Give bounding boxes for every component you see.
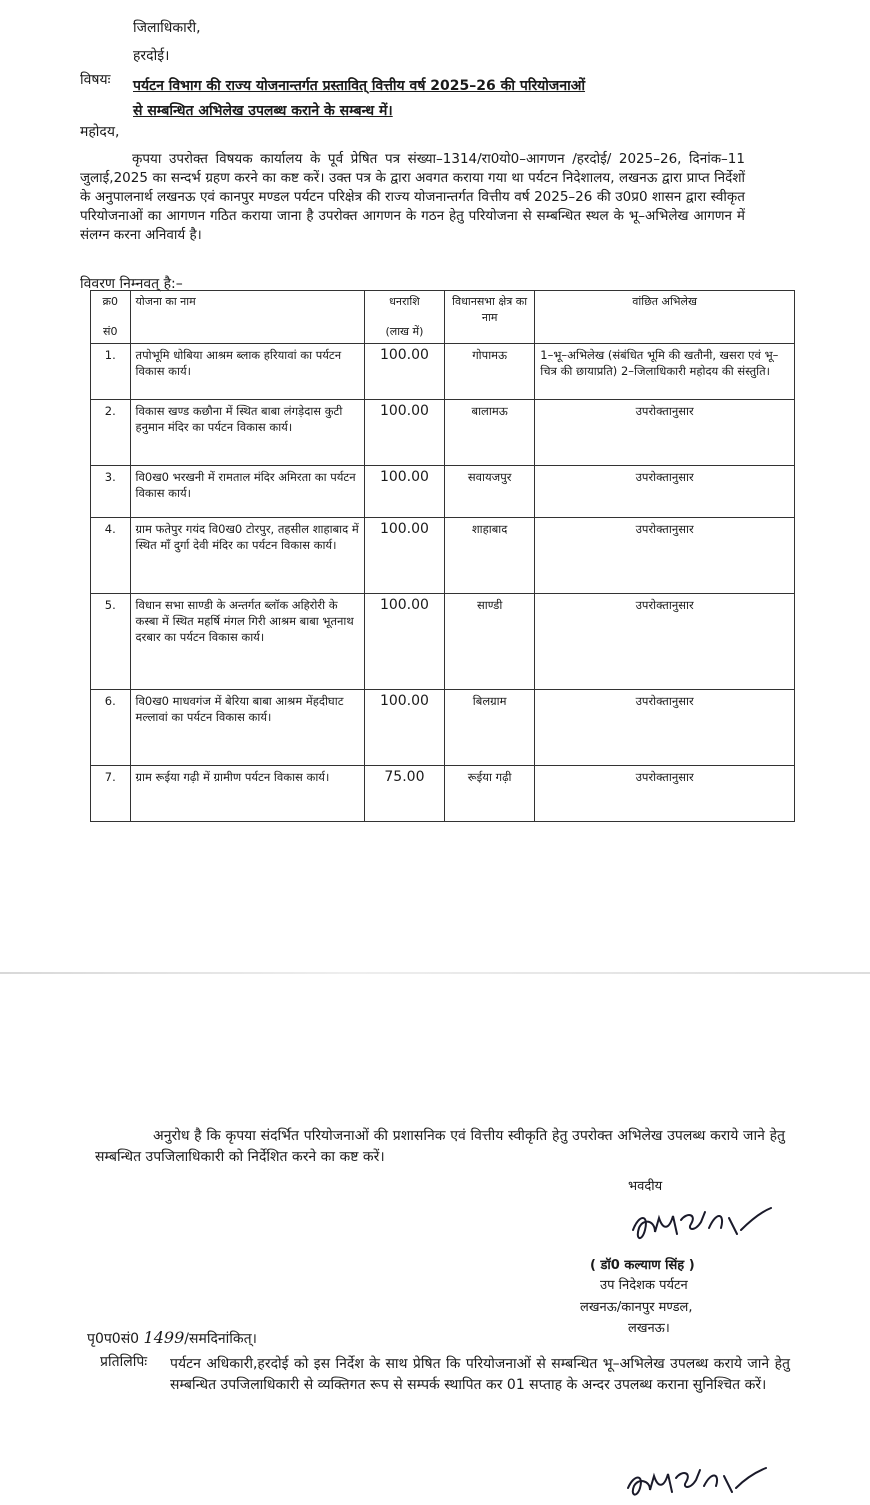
header-sno: क्र0 सं0 xyxy=(91,291,131,344)
table-row xyxy=(91,690,795,766)
row-scheme-name: ग्राम फतेपुर गयंद वि0ख0 टोरपुर, तहसील शाहाबाद में स्थित माँ दुर्गा देवी मंदिर का पर्यटन विकास कार्य। xyxy=(130,518,364,594)
row-amount: 100.00 xyxy=(364,690,444,766)
row-scheme-name: वि0ख0 भरखनी में रामताल मंदिर अमिरता का पर्यटन विकास कार्य। xyxy=(130,466,364,518)
row-amount: 100.00 xyxy=(364,518,444,594)
endorsement-reference xyxy=(87,1328,257,1349)
header-constituency: विधानसभा क्षेत्र का नाम xyxy=(445,291,535,344)
bottom-signature-image xyxy=(620,1462,770,1502)
row-amount: 100.00 xyxy=(364,344,444,400)
row-sno: 1. xyxy=(91,344,131,400)
row-constituency: बालामऊ xyxy=(445,400,535,466)
addressee-title: जिलाधिकारी, xyxy=(133,20,201,36)
row-documents: उपरोक्तानुसार xyxy=(535,518,795,594)
row-amount: 75.00 xyxy=(364,766,444,822)
row-scheme-name: वि0ख0 माधवगंज में बेरिया बाबा आश्रम मेंहदीघाट मल्लावां का पर्यटन विकास कार्य। xyxy=(130,690,364,766)
row-sno: 5. xyxy=(91,594,131,690)
row-documents: उपरोक्तानुसार xyxy=(535,690,795,766)
ref-suffix: /समदिनांकित्। xyxy=(184,1331,257,1347)
row-documents: उपरोक्तानुसार xyxy=(535,766,795,822)
row-amount: 100.00 xyxy=(364,400,444,466)
subject-line-1: पर्यटन विभाग की राज्य योजनान्तर्गत प्रस्तावित् वित्तीय वर्ष 2025–26 की परियोजनाओं xyxy=(133,78,586,94)
copy-text: पर्यटन अधिकारी,हरदोई को इस निर्देश के साथ प्रेषित कि परियोजनाओं से सम्बन्धित भू–अभिलेख उपलब्ध कराये जाने हेतु सम्बन्धित उपजिलाधिकारी से व्यक्तिगत रूप से सम्पर्क स्थापित कर 01 सप्ताह के अन्दर उपलब्ध कराना सुनिश्चित करें। xyxy=(170,1356,790,1393)
row-constituency: बिलग्राम xyxy=(445,690,535,766)
row-amount: 100.00 xyxy=(364,594,444,690)
signatory-name: ( डॉ0 कल्याण सिंह ) xyxy=(590,1258,695,1273)
addressee-city: हरदोई। xyxy=(133,48,170,64)
header-required-documents: वांछित अभिलेख xyxy=(535,291,795,344)
body-paragraph: कृपया उपरोक्त विषयक कार्यालय के पूर्व प्रेषित पत्र संख्या–1314/रा0यो0–आगणन /हरदोई/ 2025–26, दिनांक–11 जुलाई,2025 का सन्दर्भ ग्रहण करने का कष्ट करें। उक्त पत्र के द्वारा अवगत कराया गया था पर्यटन निदेशालय, लखनऊ द्वारा प्राप्त निर्देशों के अनुपालनार्थ लखनऊ एवं कानपुर मण्डल पर्यटन परिक्षेत्र की राज्य योजनान्तर्गत वित्तीय वर्ष 2025–26 की उ0प्र0 शासन द्वारा स्वीकृत परियोजनाओं का आगणन गठित कराया जाना है उपरोक्त आगणन के गठन हेतु परियोजना से सम्बन्धित स्थल के भू–अभिलेख आगणन में संलग्न करना अनिवार्य है। xyxy=(80,151,745,243)
subject-label: विषयः xyxy=(80,72,111,88)
row-sno: 3. xyxy=(91,466,131,518)
request-paragraph: अनुरोध है कि कृपया संदर्भित परियोजनाओं की प्रशासनिक एवं वित्तीय स्वीकृति हेतु उपरोक्त अभिलेख उपलब्ध कराये जाने हेतु सम्बन्धित उपजिलाधिकारी को निर्देशित करने का कष्ट करें। xyxy=(95,1128,785,1165)
row-amount: 100.00 xyxy=(364,466,444,518)
table-header-row xyxy=(91,291,795,344)
header-amount: धनराशि (लाख में) xyxy=(364,291,444,344)
row-sno: 2. xyxy=(91,400,131,466)
header-scheme-name: योजना का नाम xyxy=(130,291,364,344)
salutation: महोदय, xyxy=(80,124,120,140)
row-constituency: साण्डी xyxy=(445,594,535,690)
row-sno: 7. xyxy=(91,766,131,822)
ref-prefix: पृ0प0सं0 xyxy=(87,1331,140,1347)
row-documents: उपरोक्तानुसार xyxy=(535,466,795,518)
table-row xyxy=(91,400,795,466)
row-scheme-name: ग्राम रूईया गढ़ी में ग्रामीण पर्यटन विकास कार्य। xyxy=(130,766,364,822)
row-sno: 4. xyxy=(91,518,131,594)
table-row xyxy=(91,594,795,690)
copy-label: प्रतिलिपिः xyxy=(100,1354,148,1370)
row-scheme-name: विकास खण्ड कछौना में स्थित बाबा लंगड़ेदास कुटी हनुमान मंदिर का पर्यटन विकास कार्य। xyxy=(130,400,364,466)
details-intro: विवरण निम्नवत् है:– xyxy=(80,276,183,292)
row-scheme-name: तपोभूमि धोबिया आश्रम ब्लाक हरियावां का पर्यटन विकास कार्य। xyxy=(130,344,364,400)
row-constituency: गोपामऊ xyxy=(445,344,535,400)
table-row xyxy=(91,766,795,822)
ref-number-handwritten: 1499 xyxy=(143,1328,185,1347)
signature-image xyxy=(625,1200,775,1248)
row-sno: 6. xyxy=(91,690,131,766)
row-constituency: रूईया गढ़ी xyxy=(445,766,535,822)
signatory-zone: लखनऊ/कानपुर मण्डल, xyxy=(580,1300,693,1315)
row-scheme-name: विधान सभा साण्डी के अन्तर्गत ब्लॉक अहिरोरी के कस्बा में स्थित महर्षि मंगल गिरी आश्रम बाबा भूतनाथ दरबार का पर्यटन विकास कार्य। xyxy=(130,594,364,690)
subject-line-2: से सम्बन्धित अभिलेख उपलब्ध कराने के सम्बन्ध में। xyxy=(133,103,393,119)
row-documents: उपरोक्तानुसार xyxy=(535,400,795,466)
signatory-designation: उप निदेशक पर्यटन xyxy=(600,1278,688,1293)
table-row xyxy=(91,518,795,594)
table-row xyxy=(91,466,795,518)
row-documents: 1–भू–अभिलेख (संबंधित भूमि की खतौनी, खसरा एवं भू–चित्र की छायाप्रति) 2–जिलाधिकारी महोदय की संस्तुति। xyxy=(535,344,795,400)
page-fold-divider xyxy=(0,972,870,974)
signatory-city: लखनऊ। xyxy=(628,1321,670,1336)
row-constituency: शाहाबाद xyxy=(445,518,535,594)
projects-table xyxy=(90,290,795,822)
row-constituency: सवायजपुर xyxy=(445,466,535,518)
table-row xyxy=(91,344,795,400)
closing-word: भवदीय xyxy=(628,1179,663,1194)
row-documents: उपरोक्तानुसार xyxy=(535,594,795,690)
